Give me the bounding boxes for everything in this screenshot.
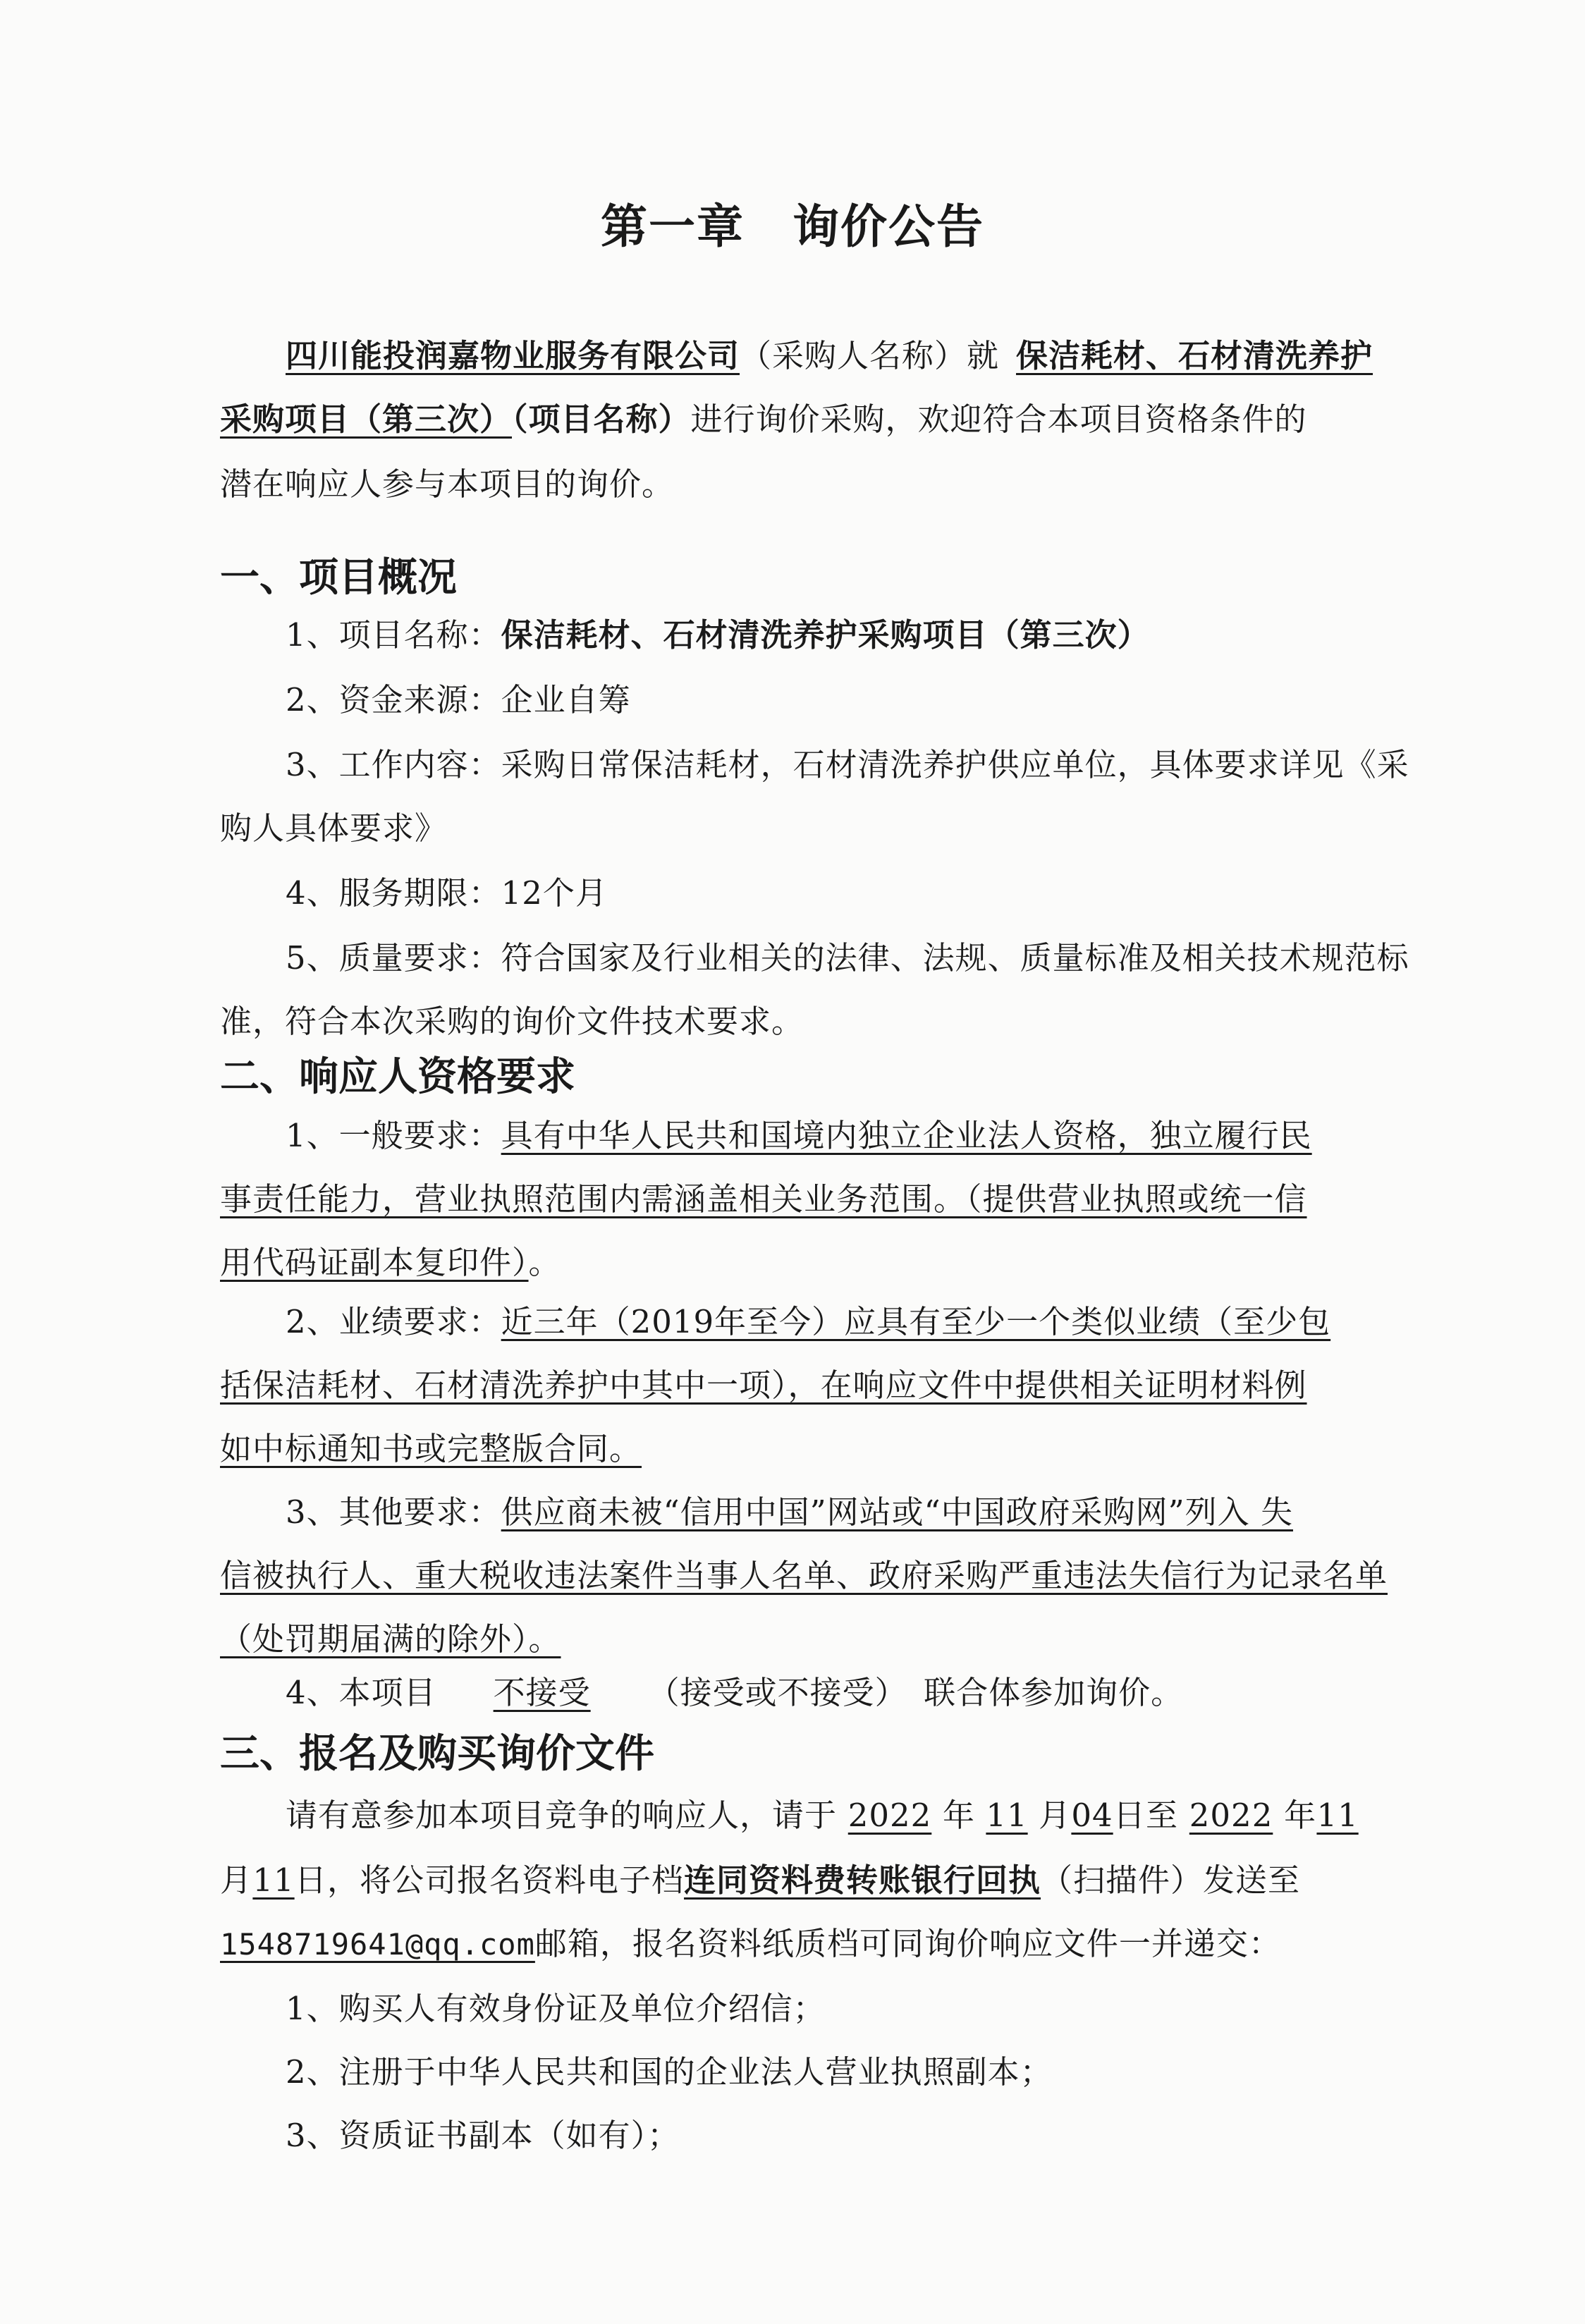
sec2-item-1b bbox=[220, 1175, 1307, 1224]
item-label: 2、业绩要求： bbox=[286, 1303, 501, 1340]
intro-line-1 bbox=[286, 331, 1373, 381]
performance-requirement-text: 近三年（2019年至今）应具有至少一个类似业绩（至少包 bbox=[501, 1303, 1331, 1340]
para-text: 年 bbox=[1284, 1797, 1317, 1834]
project-name-note: （项目名称） bbox=[512, 400, 691, 438]
para-text: 月 bbox=[1039, 1797, 1072, 1834]
para-text: 日至 bbox=[1113, 1797, 1179, 1834]
sec1-item-5a: 5、质量要求：符合国家及行业相关的法律、法规、质量标准及相关技术规范标 bbox=[286, 939, 1409, 977]
para-text: 邮箱，报名资料纸质档可同询价响应文件一并递交： bbox=[534, 1925, 1281, 1962]
item-label: 4、本项目 bbox=[286, 1674, 436, 1711]
performance-requirement-text: 括保洁耗材、石材清洗养护中其中一项），在响应文件中提供相关证明材料例 bbox=[220, 1366, 1307, 1404]
item-label: 1、一般要求： bbox=[286, 1117, 501, 1154]
sec2-item-2b bbox=[220, 1361, 1307, 1410]
section-2-heading: 二、响应人资格要求 bbox=[220, 1054, 575, 1100]
sec2-item-2a bbox=[286, 1297, 1330, 1347]
general-requirement-text: 具有中华人民共和国境内独立企业法人资格，独立履行民 bbox=[501, 1117, 1312, 1154]
performance-requirement-text: 如中标通知书或完整版合同。 bbox=[220, 1430, 642, 1467]
other-requirement-text: （处罚期届满的除外）。 bbox=[220, 1620, 561, 1658]
section-1-heading: 一、项目概况 bbox=[220, 555, 457, 601]
sec3-para-line-3 bbox=[220, 1919, 1281, 1969]
para-text: 月 bbox=[220, 1861, 253, 1899]
sec3-list-item-2: 2、注册于中华人民共和国的企业法人营业执照副本； bbox=[286, 2053, 1053, 2091]
item-label: 3、其他要求： bbox=[286, 1493, 501, 1531]
item-text: （接受或不接受） 联合体参加询价。 bbox=[647, 1674, 1184, 1711]
sec1-item-2: 2、资金来源：企业自筹 bbox=[286, 681, 631, 718]
sec2-item-4 bbox=[286, 1668, 1183, 1718]
chapter-title: 第一章 询价公告 bbox=[601, 200, 984, 254]
other-requirement-text: 信被执行人、重大税收违法案件当事人名单、政府采购严重违法失信行为记录名单 bbox=[220, 1557, 1388, 1594]
sec2-item-1a bbox=[286, 1111, 1312, 1161]
section-3-heading: 三、报名及购买询价文件 bbox=[220, 1731, 654, 1777]
sec2-item-3a bbox=[286, 1488, 1293, 1537]
intro-line-3: 潜在响应人参与本项目的询价。 bbox=[220, 465, 675, 503]
bank-receipt-note: 连同资料费转账银行回执 bbox=[684, 1861, 1041, 1899]
start-day: 04 bbox=[1071, 1797, 1113, 1834]
sec2-item-1c bbox=[220, 1238, 561, 1288]
sec1-item-4: 4、服务期限：12个月 bbox=[286, 874, 608, 912]
project-name-part-a: 保洁耗材、石材清洗养护 bbox=[1016, 337, 1373, 374]
end-month: 11 bbox=[1316, 1797, 1359, 1834]
registration-email: 1548719641@qq.com bbox=[220, 1927, 535, 1962]
sec1-item-3b: 购人具体要求》 bbox=[220, 809, 448, 847]
sec3-para-line-1 bbox=[286, 1791, 1359, 1840]
para-text: 日，将公司报名资料电子档 bbox=[295, 1861, 685, 1899]
intro-text: 进行询价采购，欢迎符合本项目资格条件的 bbox=[690, 400, 1307, 438]
other-requirement-text: 供应商未被“信用中国”网站或“中国政府采购网”列入 失 bbox=[501, 1493, 1293, 1531]
purchaser-name: 四川能投润嘉物业服务有限公司 bbox=[286, 337, 740, 374]
sec1-item-3a: 3、工作内容：采购日常保洁耗材，石材清洗养护供应单位，具体要求详见《采 bbox=[286, 746, 1409, 783]
sec1-item-1 bbox=[286, 611, 1150, 660]
sec2-item-3c bbox=[220, 1615, 561, 1664]
sec3-para-line-2 bbox=[220, 1856, 1300, 1905]
purchaser-note: （采购人名称）就 bbox=[740, 337, 1000, 374]
project-name-part-b: 采购项目（第三次） bbox=[220, 400, 513, 438]
end-day: 11 bbox=[252, 1861, 295, 1899]
general-requirement-text: 用代码证副本复印件） bbox=[220, 1244, 529, 1281]
sec2-item-2c bbox=[220, 1424, 642, 1474]
project-name-value: 保洁耗材、石材清洗养护采购项目（第三次） bbox=[501, 616, 1150, 654]
sec3-list-item-3: 3、资质证书副本（如有）； bbox=[286, 2117, 680, 2154]
para-text: 年 bbox=[943, 1797, 976, 1834]
para-text: （扫描件）发送至 bbox=[1041, 1861, 1301, 1899]
end-year: 2022 bbox=[1189, 1797, 1273, 1834]
consortium-accept-field: 不接受 bbox=[493, 1674, 591, 1711]
para-text: 请有意参加本项目竞争的响应人，请于 bbox=[286, 1797, 838, 1834]
sec3-list-item-1: 1、购买人有效身份证及单位介绍信； bbox=[286, 1990, 826, 2027]
sec1-item-5b: 准，符合本次采购的询价文件技术要求。 bbox=[220, 1003, 804, 1040]
punctuation: 。 bbox=[528, 1244, 561, 1281]
start-month: 11 bbox=[986, 1797, 1028, 1834]
start-year: 2022 bbox=[847, 1797, 932, 1834]
intro-line-2 bbox=[220, 395, 1307, 444]
general-requirement-text: 事责任能力，营业执照范围内需涵盖相关业务范围。（提供营业执照或统一信 bbox=[220, 1180, 1307, 1218]
sec2-item-3b bbox=[220, 1551, 1388, 1601]
item-label: 1、项目名称： bbox=[286, 616, 501, 654]
